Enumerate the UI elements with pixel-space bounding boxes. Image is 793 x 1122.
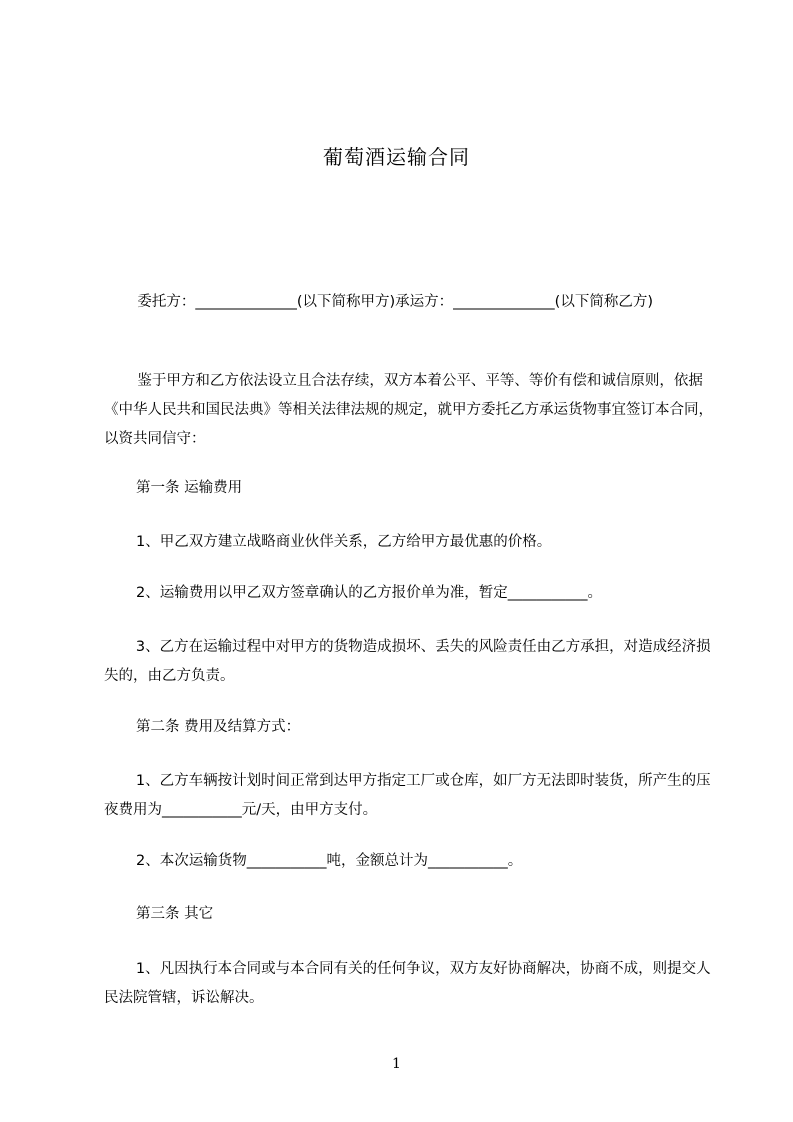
parties-paragraph: 委托方：______________(以下简称甲方)承运方：______________(以下简称乙方) [137, 294, 653, 310]
article1-heading: 第一条 运输费用 [136, 480, 243, 496]
page-number: 1 [392, 1056, 401, 1072]
article2-item2: 2、本次运输货物___________吨，金额总计为___________。 [136, 853, 523, 869]
document-title: 葡萄酒运输合同 [323, 145, 470, 169]
article2-item1: 1、乙方车辆按计划时间正常到达甲方指定工厂或仓库，如厂方无法即时装货，所产生的压夜费用为___________元/天，由甲方支付。 [104, 773, 711, 818]
article1-item3: 3、乙方在运输过程中对甲方的货物造成损坏、丢失的风险责任由乙方承担，对造成经济损失的，由乙方负责。 [104, 639, 711, 684]
article1-item2: 2、运输费用以甲乙双方签章确认的乙方报价单为准，暂定___________。 [136, 585, 602, 601]
preamble-paragraph: 鉴于甲方和乙方依法设立且合法存续，双方本着公平、平等、等价有偿和诚信原则，依据《中华人民共和国民法典》等相关法律法规的规定，就甲方委托乙方承运货物事宜签订本合同，以资共同信守： [104, 373, 713, 447]
article1-item1: 1、甲乙双方建立战略商业伙伴关系，乙方给甲方最优惠的价格。 [136, 534, 552, 550]
article3-item1: 1、凡因执行本合同或与本合同有关的任何争议，双方友好协商解决，协商不成，则提交人民法院管辖，诉讼解决。 [104, 961, 711, 1006]
article3-heading: 第三条 其它 [136, 906, 214, 922]
article2-heading: 第二条 费用及结算方式： [136, 719, 301, 735]
